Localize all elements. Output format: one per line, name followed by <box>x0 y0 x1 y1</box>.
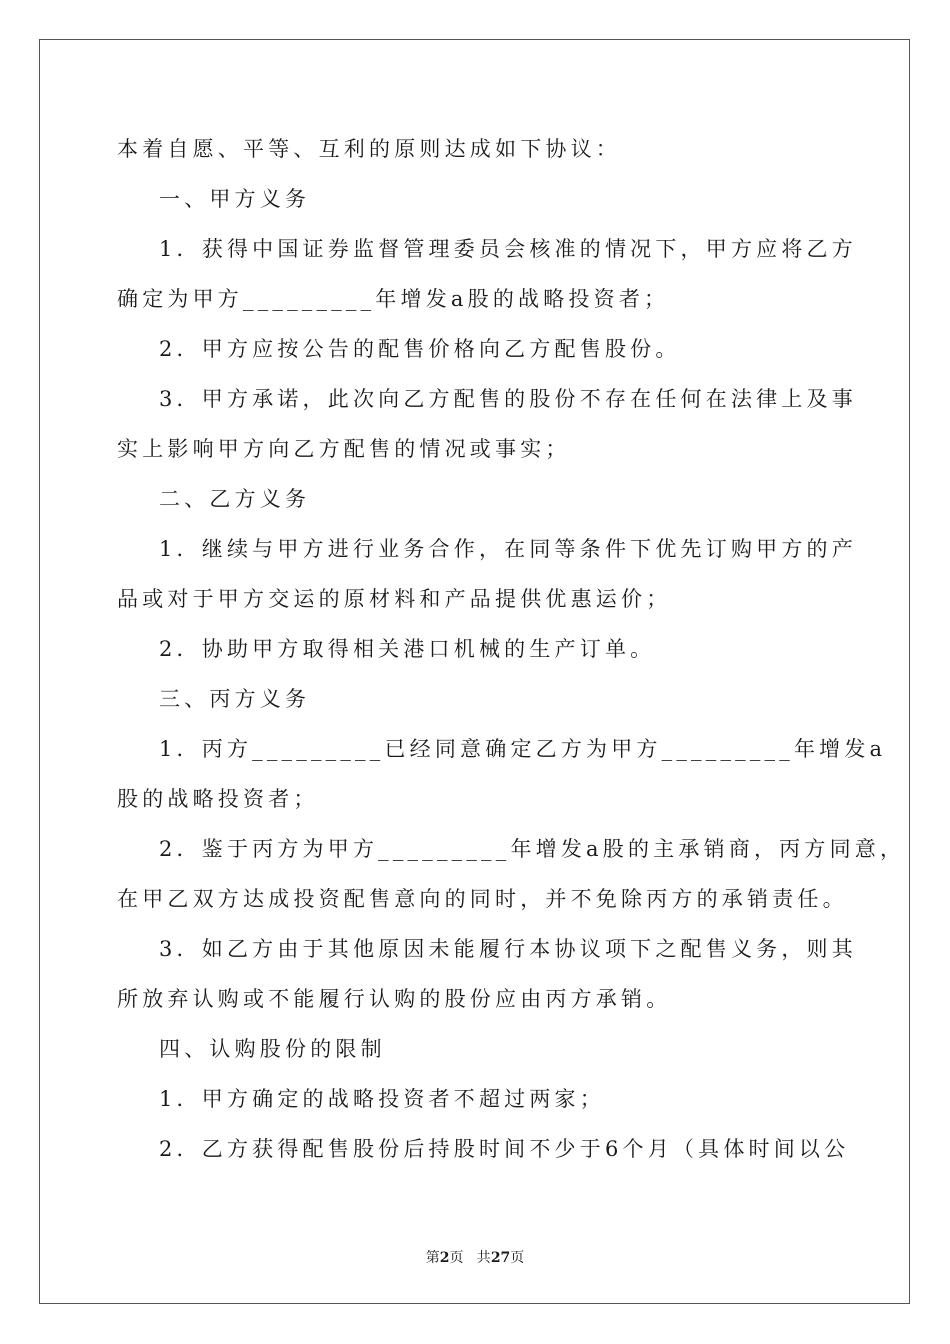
page-border <box>39 39 910 1304</box>
page-number-current: 2 <box>439 1250 450 1266</box>
intro-paragraph: 本着自愿、平等、互利的原则达成如下协议： <box>117 137 621 161</box>
section-heading-party-a: 一、甲方义务 <box>159 187 311 211</box>
section-heading-party-b: 二、乙方义务 <box>159 487 311 511</box>
paragraph-line: 3．如乙方由于其他原因未能履行本协议项下之配售义务，则其 <box>159 937 857 961</box>
page-footer <box>0 1247 950 1267</box>
paragraph-line: 1．丙方_________已经同意确定乙方为甲方_________年增发a <box>159 737 887 761</box>
page-number-total: 27 <box>490 1250 511 1266</box>
page-number-prefix: 第 <box>425 1250 440 1266</box>
page-number-suffix: 页 <box>510 1250 525 1266</box>
paragraph-line: 2．乙方获得配售股份后持股时间不少于6个月（具体时间以公 <box>159 1137 850 1161</box>
paragraph-line: 股的战略投资者； <box>117 787 319 811</box>
paragraph-line: 2．协助甲方取得相关港口机械的生产订单。 <box>159 637 656 661</box>
paragraph-line: 1．继续与甲方进行业务合作，在同等条件下优先订购甲方的产 <box>159 537 857 561</box>
paragraph-line: 1．获得中国证券监督管理委员会核准的情况下，甲方应将乙方 <box>159 237 857 261</box>
paragraph-line: 3．甲方承诺，此次向乙方配售的股份不存在任何在法律上及事 <box>159 387 857 411</box>
paragraph-line: 所放弃认购或不能履行认购的股份应由丙方承销。 <box>117 987 672 1011</box>
paragraph-line: 在甲乙双方达成投资配售意向的同时，并不免除丙方的承销责任。 <box>117 887 848 911</box>
paragraph-line: 确定为甲方_________年增发a股的战略投资者； <box>117 287 670 311</box>
paragraph-line: 实上影响甲方向乙方配售的情况或事实； <box>117 437 571 461</box>
paragraph-line: 2．甲方应按公告的配售价格向乙方配售股份。 <box>159 337 681 361</box>
section-heading-party-c: 三、丙方义务 <box>159 687 311 711</box>
section-heading-restrictions: 四、认购股份的限制 <box>159 1037 386 1061</box>
page-number-mid: 页 共 <box>449 1250 491 1266</box>
paragraph-line: 2．鉴于丙方为甲方_________年增发a股的主承销商，丙方同意， <box>159 837 906 861</box>
paragraph-line: 品或对于甲方交运的原材料和产品提供优惠运价； <box>117 587 672 611</box>
paragraph-line: 1．甲方确定的战略投资者不超过两家； <box>159 1087 605 1111</box>
